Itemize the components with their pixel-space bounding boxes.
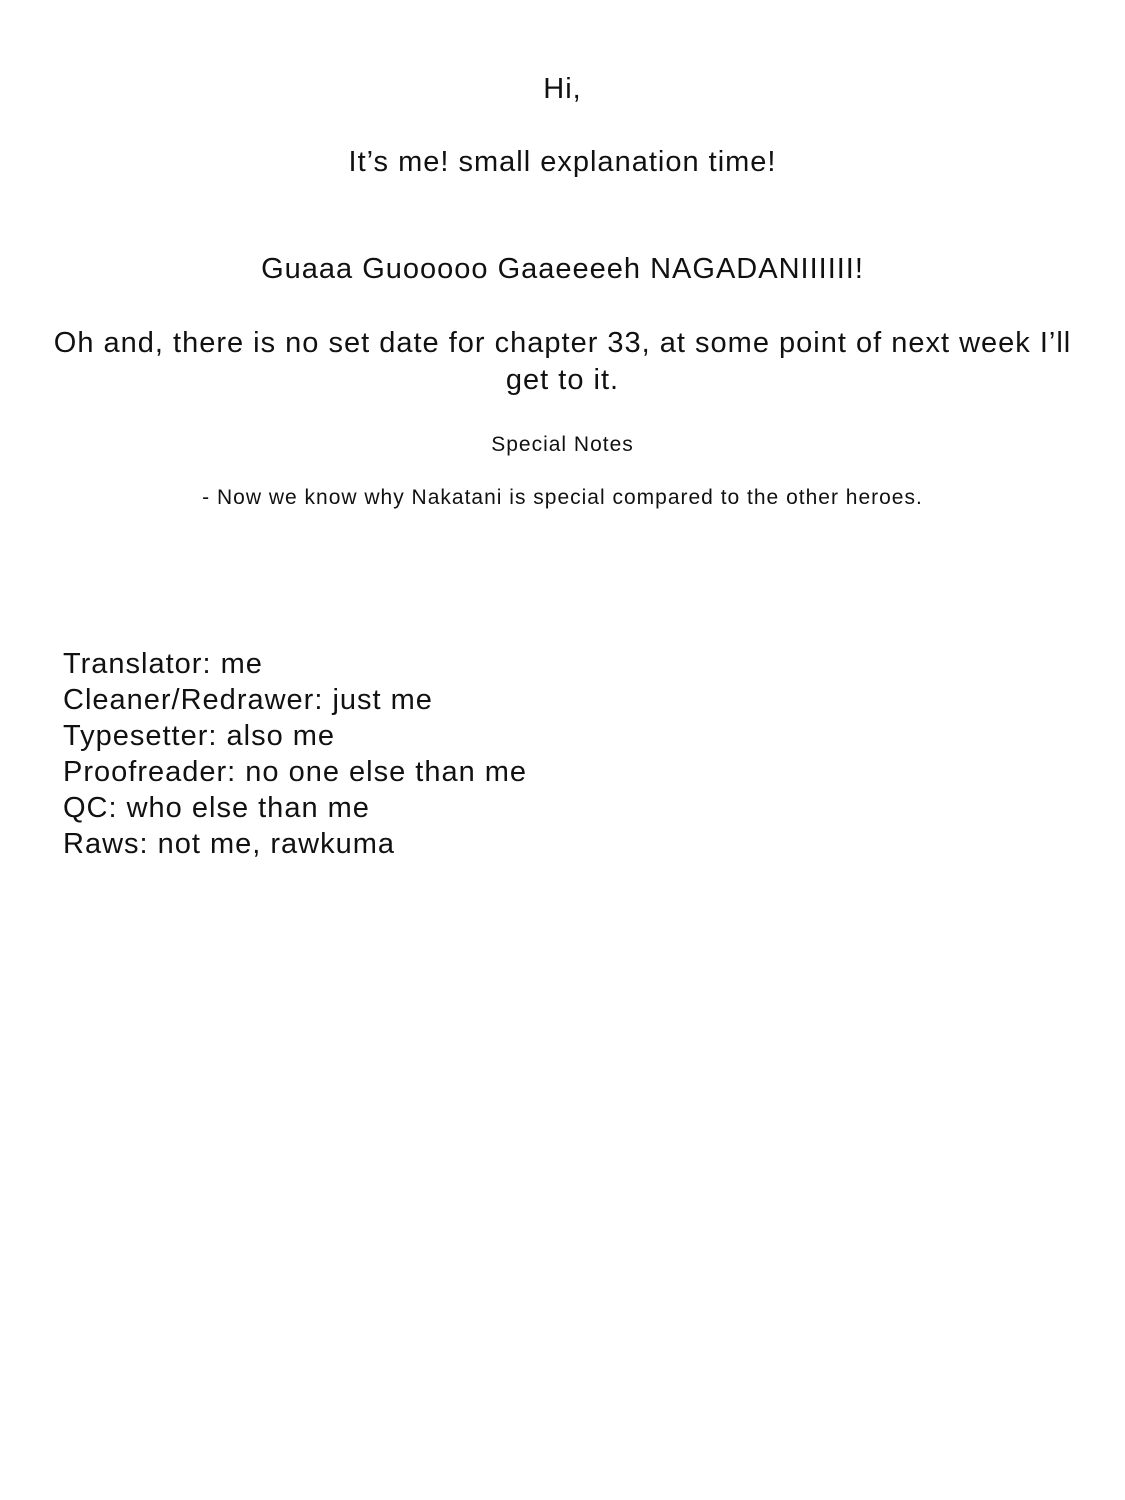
credit-translator: Translator: me [63, 648, 263, 680]
special-note-item: - Now we know why Nakatani is special compared to the other heroes. [202, 486, 923, 509]
schedule-note: Oh and, there is no set date for chapter 33, at some point of next week I’ll get to it. [53, 327, 1072, 396]
credit-raws: Raws: not me, rawkuma [63, 828, 396, 860]
credit-proofreader: Proofreader: no one else than me [63, 756, 528, 788]
special-notes-title: Special Notes [491, 433, 634, 456]
intro-text: It’s me! small explanation time! [348, 146, 777, 178]
credit-typesetter: Typesetter: also me [63, 720, 336, 752]
shout-text: Guaaa Guooooo Gaaeeeeh NAGADANIIIIII! [261, 253, 864, 285]
credit-cleaner: Cleaner/Redrawer: just me [63, 684, 433, 716]
greeting-text: Hi, [543, 73, 582, 105]
credit-qc: QC: who else than me [63, 792, 370, 824]
credits-list [63, 646, 527, 862]
